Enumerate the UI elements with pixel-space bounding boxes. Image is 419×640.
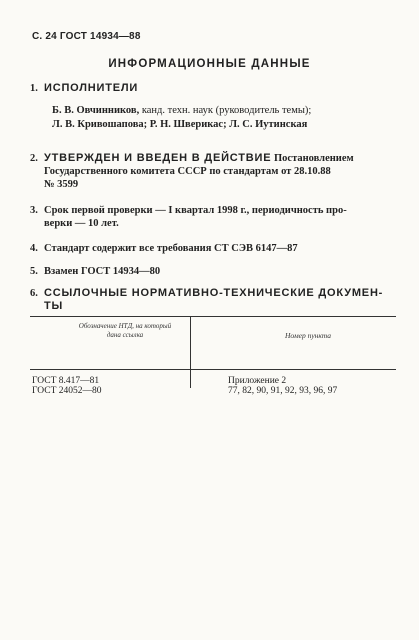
section-number: 5. (30, 266, 38, 277)
section-text: Постановлением (274, 153, 354, 164)
author-role: канд. техн. наук (руководитель темы); (141, 105, 312, 116)
section-text: Стандарт содержит все требования СТ СЭВ 6147—87 (44, 243, 298, 254)
section-heading: ТЫ (44, 300, 64, 312)
section-text: Взамен ГОСТ 14934—80 (44, 266, 161, 277)
author-name: Л. В. Кривошапова; (52, 119, 148, 130)
table-cell-doc: ГОСТ 8.417—81 (32, 376, 100, 386)
section-text: Государственного комитета СССР по стандартам от 28.10.88 (44, 166, 331, 177)
authors-line-2 (52, 118, 412, 132)
page-title: ИНФОРМАЦИОННЫЕ ДАННЫЕ (108, 58, 311, 70)
section-text: верки — 10 лет. (44, 218, 119, 229)
section-number: 6. (30, 288, 38, 299)
table-cell-ref: 77, 82, 90, 91, 92, 93, 96, 97 (228, 386, 338, 396)
section-4 (30, 242, 402, 255)
authors-list (52, 104, 412, 132)
section-6 (30, 287, 402, 313)
section-heading: УТВЕРЖДЕН И ВВЕДЕН В ДЕЙСТВИЕ (44, 152, 272, 164)
authors-line-1 (52, 104, 412, 118)
section-text: № 3599 (44, 179, 79, 190)
author-name: Р. Н. Шверикас; (149, 119, 227, 130)
table-cell-doc: ГОСТ 24052—80 (32, 386, 102, 396)
author-name: Л. С. Иутинская (229, 119, 308, 130)
author-name: Б. В. Овчинников, (52, 105, 140, 116)
table-header-document (30, 322, 220, 340)
section-number: 1. (30, 83, 38, 94)
section-1 (30, 82, 402, 95)
section-5 (30, 265, 402, 278)
section-number: 3. (30, 205, 38, 216)
table-header-section: Номер пункта (284, 331, 332, 340)
header-text: дана ссылка (106, 331, 144, 339)
header-text: Обозначение НТД, на который (78, 322, 172, 330)
section-number: 4. (30, 243, 38, 254)
page-header: С. 24 ГОСТ 14934—88 (32, 31, 141, 42)
section-3 (30, 204, 402, 230)
section-text: Срок первой проверки — I квартал 1998 г., периодичность про- (44, 205, 347, 216)
table-cell-ref: Приложение 2 (228, 376, 287, 386)
section-2 (30, 152, 402, 191)
section-heading: ССЫЛОЧНЫЕ НОРМАТИВНО-ТЕХНИЧЕСКИЕ ДОКУМЕН- (44, 287, 384, 299)
section-heading: ИСПОЛНИТЕЛИ (44, 82, 139, 94)
section-number: 2. (30, 153, 38, 164)
